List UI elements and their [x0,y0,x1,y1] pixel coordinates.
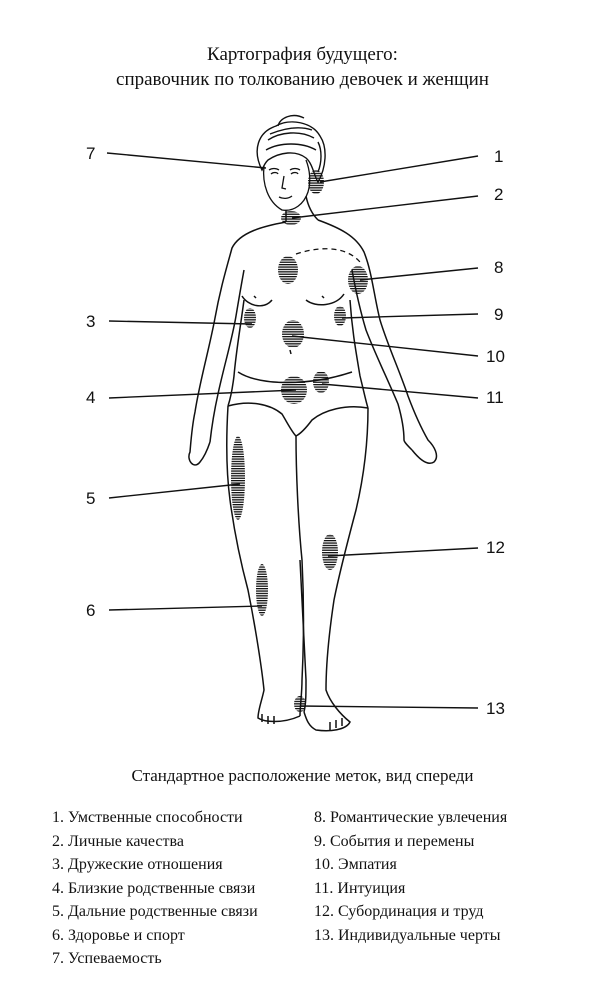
callout-2: 2 [494,185,504,204]
legend-item: 12. Субординация и труд [314,903,484,920]
face-drawing [264,160,310,210]
legend-item: 3. Дружеские отношения [52,856,223,873]
callout-11: 11 [486,388,504,407]
legend-left-column [52,806,258,971]
legend-item: 2. Личные качества [52,832,184,850]
callout-8: 8 [494,258,504,277]
mark-11 [313,371,329,393]
legend-item: 4. Близкие родственные связи [52,879,256,897]
callout-9: 9 [494,305,504,324]
mark-2 [281,211,301,225]
mark-7 [278,256,298,284]
legend-item: 1. Умственные способности [52,809,243,826]
mark-10 [282,320,304,348]
mark-9 [334,306,346,326]
callout-numbers [86,144,505,718]
callout-3: 3 [86,312,96,331]
callout-7: 7 [86,144,96,163]
legend-item: 8. Романтические увлечения [314,809,508,826]
legend-item: 9. События и перемены [314,832,475,850]
callout-4: 4 [86,388,96,407]
mark-3 [244,308,256,328]
hatched-marks [231,170,368,712]
legend-item: 5. Дальние родственные связи [52,903,258,920]
legend-item: 13. Индивидуальные черты [314,926,501,944]
legend-item: 7. Успеваемость [52,950,162,967]
mark-5 [231,436,245,520]
callout-5: 5 [86,489,96,508]
callout-1: 1 [494,147,504,166]
title-line-2: справочник по толкованию девочек и женщин [116,69,489,90]
legend-right-column [314,806,507,947]
dashed-arc [296,249,360,262]
callout-10: 10 [486,347,505,366]
callout-12: 12 [486,538,505,557]
mark-6 [256,564,268,616]
legend-item: 11. Интуиция [314,879,406,897]
mark-13 [294,696,306,712]
figure-caption: Стандартное расположение меток, вид спереди [131,766,474,785]
callout-6: 6 [86,601,96,620]
mark-12 [322,534,338,570]
legend-item: 6. Здоровье и спорт [52,926,185,944]
title-line-1: Картография будущего: [207,44,398,65]
legend-item: 10. Эмпатия [314,856,397,873]
callout-13: 13 [486,699,505,718]
